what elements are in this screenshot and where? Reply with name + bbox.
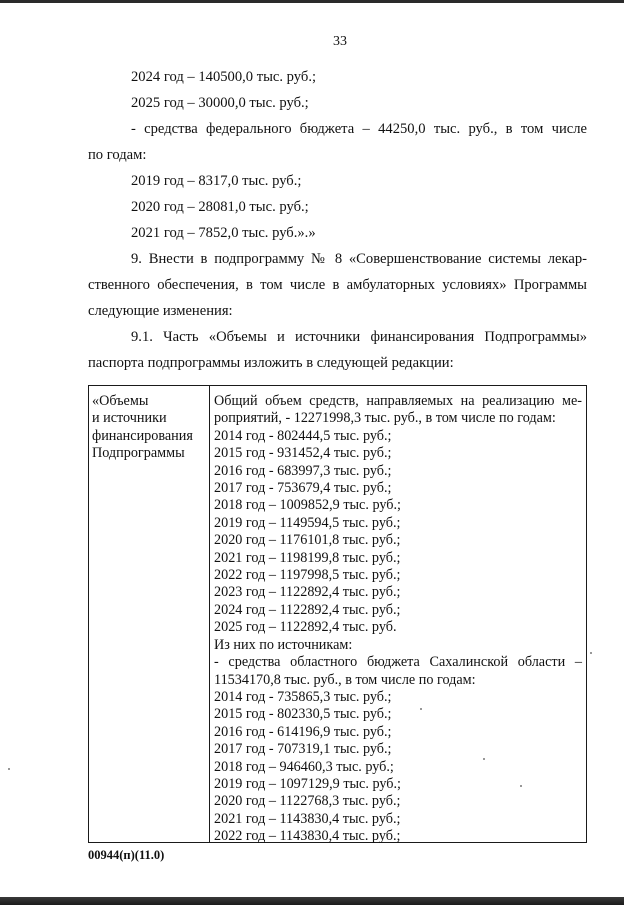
scan-speck — [420, 708, 422, 710]
scan-edge-top — [0, 0, 624, 3]
scan-speck — [8, 768, 10, 770]
item-9-line-1: 9. Внести в подпрограмму № 8 «Совершенствование системы лекар- — [131, 251, 587, 267]
total-year-2015: 2015 год - 931452,4 тыс. руб.; — [214, 445, 392, 462]
total-year-2014: 2014 год - 802444,5 тыс. руб.; — [214, 427, 392, 444]
regional-year-2019: 2019 год – 1097129,9 тыс. руб.; — [214, 775, 401, 792]
sources-heading: Из них по источникам: — [214, 636, 353, 653]
total-volume-line-1: Общий объем средств, направляемых на реализацию ме- — [214, 393, 582, 409]
regional-year-2015: 2015 год - 802330,5 тыс. руб.; — [214, 706, 392, 723]
federal-budget-line: - средства федерального бюджета – 44250,0 тыс. руб., в том числе — [131, 121, 587, 137]
table-title-line: Подпрограммы — [92, 445, 185, 462]
scan-speck — [590, 652, 592, 654]
scan-edge-bottom — [0, 894, 624, 905]
federal-year-2020: 2020 год – 28081,0 тыс. руб.; — [131, 199, 309, 215]
regional-year-2018: 2018 год – 946460,3 тыс. руб.; — [214, 758, 394, 775]
regional-year-2017: 2017 год - 707319,1 тыс. руб.; — [214, 741, 392, 758]
table-cell-title — [89, 386, 210, 842]
regional-year-2014: 2014 год - 735865,3 тыс. руб.; — [214, 688, 392, 705]
budget-line-2025: 2025 год – 30000,0 тыс. руб.; — [131, 95, 309, 111]
total-year-2022: 2022 год – 1197998,5 тыс. руб.; — [214, 567, 401, 584]
table-title-line: «Объемы — [92, 393, 149, 409]
item-9-line-3: следующие изменения: — [88, 303, 233, 319]
table-cell-content — [210, 386, 586, 845]
total-year-2017: 2017 год - 753679,4 тыс. руб.; — [214, 480, 392, 497]
regional-year-2020: 2020 год – 1122768,3 тыс. руб.; — [214, 793, 401, 810]
item-9-1-line-2: паспорта подпрограммы изложить в следующей редакции: — [88, 355, 454, 371]
total-year-2025: 2025 год – 1122892,4 тыс. руб. — [214, 619, 397, 636]
total-year-2023: 2023 год – 1122892,4 тыс. руб.; — [214, 584, 401, 601]
total-year-2021: 2021 год – 1198199,8 тыс. руб.; — [214, 549, 401, 566]
item-9-1-line-1: 9.1. Часть «Объемы и источники финансирования Подпрограммы» — [131, 329, 587, 345]
total-year-2020: 2020 год – 1176101,8 тыс. руб.; — [214, 532, 401, 549]
scan-speck — [520, 785, 522, 787]
page-number: 33 — [333, 34, 347, 49]
federal-year-2019: 2019 год – 8317,0 тыс. руб.; — [131, 173, 302, 189]
item-9-line-2: ственного обеспечения, в том числе в амбулаторных условиях» Программы — [88, 277, 587, 293]
total-year-2016: 2016 год - 683997,3 тыс. руб.; — [214, 462, 392, 479]
regional-budget-line-1: - средства областного бюджета Сахалинской области – — [214, 654, 582, 671]
total-year-2018: 2018 год – 1009852,9 тыс. руб.; — [214, 497, 401, 514]
regional-year-2022: 2022 год – 1143830,4 тыс. руб.; — [214, 828, 401, 845]
regional-budget-line-2: 11534170,8 тыс. руб., в том числе по годам: — [214, 671, 476, 688]
federal-year-2021: 2021 год – 7852,0 тыс. руб.».» — [131, 225, 316, 241]
regional-year-2021: 2021 год – 1143830,4 тыс. руб.; — [214, 810, 401, 827]
total-year-2024: 2024 год – 1122892,4 тыс. руб.; — [214, 601, 401, 618]
passport-table — [88, 385, 587, 843]
document-code: 00944(п)(11.0) — [88, 848, 165, 862]
federal-budget-by-years: по годам: — [88, 147, 147, 163]
table-title-line: финансирования — [92, 427, 193, 444]
table-title-line: и источники — [92, 410, 167, 427]
total-year-2019: 2019 год – 1149594,5 тыс. руб.; — [214, 514, 401, 531]
scan-speck — [483, 758, 485, 760]
regional-year-2016: 2016 год - 614196,9 тыс. руб.; — [214, 723, 392, 740]
budget-line-2024: 2024 год – 140500,0 тыс. руб.; — [131, 69, 317, 85]
total-volume-line-2: роприятий, - 12271998,3 тыс. руб., в том числе по годам: — [214, 410, 556, 427]
